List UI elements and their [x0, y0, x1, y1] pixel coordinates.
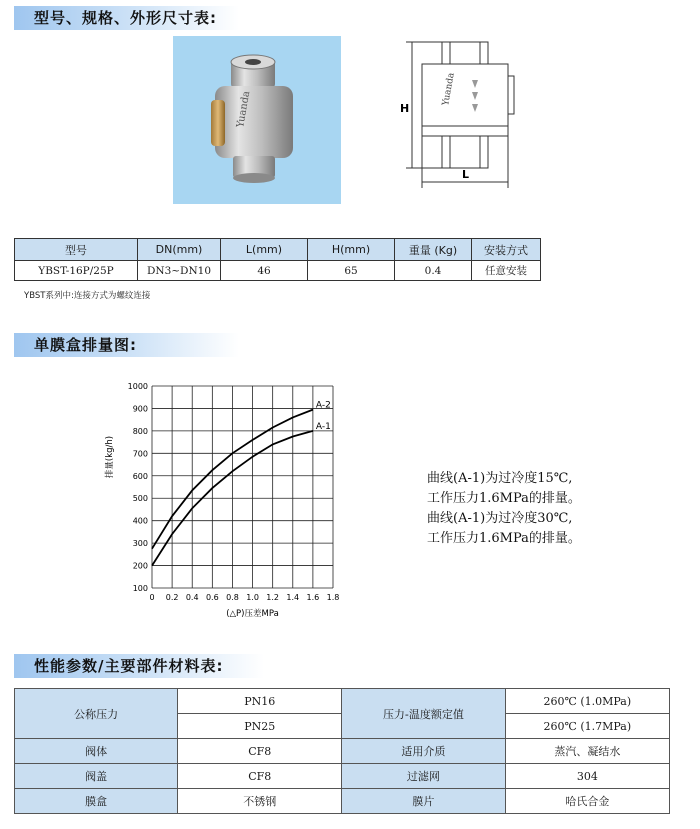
- perf-diaphragm-value: 哈氏合金: [505, 789, 669, 814]
- perf-diaphragm-label: 膜片: [342, 789, 505, 814]
- h-dimension-label: H: [400, 102, 410, 115]
- perf-pressure-pn16: PN16: [178, 689, 342, 714]
- flow-chart-svg: [100, 378, 350, 623]
- perf-medium-value: 蒸汽、凝结水: [505, 739, 669, 764]
- spec-data-row: [15, 261, 541, 281]
- perf-temp-1: 260℃ (1.0MPa): [505, 689, 669, 714]
- spec-header-dn: DN(mm): [138, 239, 221, 261]
- perf-body-label: 阀体: [15, 739, 178, 764]
- product-photo: [173, 36, 341, 204]
- x-tick-label-2: 0.4: [185, 593, 199, 602]
- perf-medium-label: 适用介质: [342, 739, 505, 764]
- spec-header-l: L(mm): [221, 239, 308, 261]
- y-tick-label-9: 1000: [127, 382, 148, 391]
- spec-header-h: H(mm): [308, 239, 395, 261]
- spec-cell-l: 46: [221, 261, 308, 281]
- y-tick-label-7: 800: [132, 426, 148, 436]
- perf-temp-label: 压力-温度额定值: [342, 689, 505, 739]
- perf-filter-value: 304: [505, 764, 669, 789]
- y-axis-label: 排量(kg/h): [105, 435, 115, 479]
- y-tick-label-5: 600: [132, 471, 148, 481]
- y-tick-label-2: 300: [132, 539, 148, 549]
- spec-table: [14, 238, 541, 281]
- y-tick-label-8: 900: [132, 404, 148, 414]
- spec-header-row: [15, 239, 541, 261]
- x-tick-label-9: 1.8: [326, 593, 340, 602]
- perf-temp-2: 260℃ (1.7MPa): [505, 714, 669, 739]
- spec-header-weight: 重量 (Kg): [395, 239, 472, 261]
- y-tick-label-1: 200: [132, 561, 148, 571]
- perf-row-capsule: [15, 789, 670, 814]
- flow-chart: [100, 378, 350, 623]
- y-tick-label-6: 700: [132, 449, 148, 459]
- y-tick-label-3: 400: [132, 516, 148, 526]
- y-tick-label-0: 100: [132, 584, 148, 593]
- x-tick-label-4: 0.8: [226, 593, 239, 602]
- y-tick-label-4: 500: [132, 494, 148, 504]
- spec-cell-h: 65: [308, 261, 395, 281]
- chart-note-line-4: 工作压力1.6MPa的排量。: [427, 531, 581, 546]
- perf-pressure-pn25: PN25: [178, 714, 342, 739]
- perf-row-bonnet: [15, 764, 670, 789]
- perf-body-value: CF8: [178, 739, 342, 764]
- chart-note-line-1: 曲线(A-1)为过冷度15℃,: [427, 471, 573, 486]
- x-tick-label-0: 0: [149, 593, 155, 602]
- x-tick-label-8: 1.6: [306, 593, 320, 602]
- spec-cell-weight: 0.4: [395, 261, 472, 281]
- chart-note: [427, 469, 581, 549]
- spec-note: YBST系列中:连接方式为螺纹连接: [24, 291, 151, 301]
- perf-filter-label: 过滤网: [342, 764, 505, 789]
- dimension-drawing: [392, 36, 532, 196]
- perf-capsule-label: 膜盒: [15, 789, 178, 814]
- spec-header-install: 安装方式: [472, 239, 541, 261]
- x-axis-label: (△P)压差MPa: [226, 609, 279, 619]
- spec-section-title: 型号、规格、外形尺寸表:: [14, 6, 239, 30]
- x-tick-label-5: 1.0: [246, 593, 259, 602]
- drawing-brand: Yuanda: [441, 72, 457, 107]
- x-tick-label-1: 0.2: [165, 593, 179, 602]
- perf-pressure-label: 公称压力: [15, 689, 178, 739]
- x-tick-label-6: 1.2: [266, 593, 280, 602]
- chart-note-line-3: 曲线(A-1)为过冷度30℃,: [427, 511, 573, 526]
- svg-text:Yuanda: Yuanda: [235, 90, 253, 129]
- perf-table: [14, 688, 670, 814]
- spec-cell-install: 任意安装: [472, 261, 541, 281]
- x-tick-label-3: 0.6: [205, 593, 219, 602]
- perf-bonnet-label: 阀盖: [15, 764, 178, 789]
- chart-note-line-2: 工作压力1.6MPa的排量。: [427, 491, 581, 506]
- perf-section-title: 性能参数/主要部件材料表:: [14, 654, 264, 678]
- series-label-A-2: A-2: [315, 400, 331, 411]
- perf-bonnet-value: CF8: [178, 764, 342, 789]
- series-label-A-1: A-1: [315, 421, 331, 432]
- chart-section-title: 单膜盒排量图:: [14, 333, 239, 357]
- perf-row-pressure-1: [15, 689, 670, 714]
- spec-cell-dn: DN3~DN10: [138, 261, 221, 281]
- perf-row-body: [15, 739, 670, 764]
- x-tick-label-7: 1.4: [286, 593, 300, 602]
- l-dimension-label: L: [462, 168, 470, 181]
- spec-cell-model: YBST-16P/25P: [15, 261, 138, 281]
- spec-header-model: 型号: [15, 239, 138, 261]
- perf-capsule-value: 不锈钢: [178, 789, 342, 814]
